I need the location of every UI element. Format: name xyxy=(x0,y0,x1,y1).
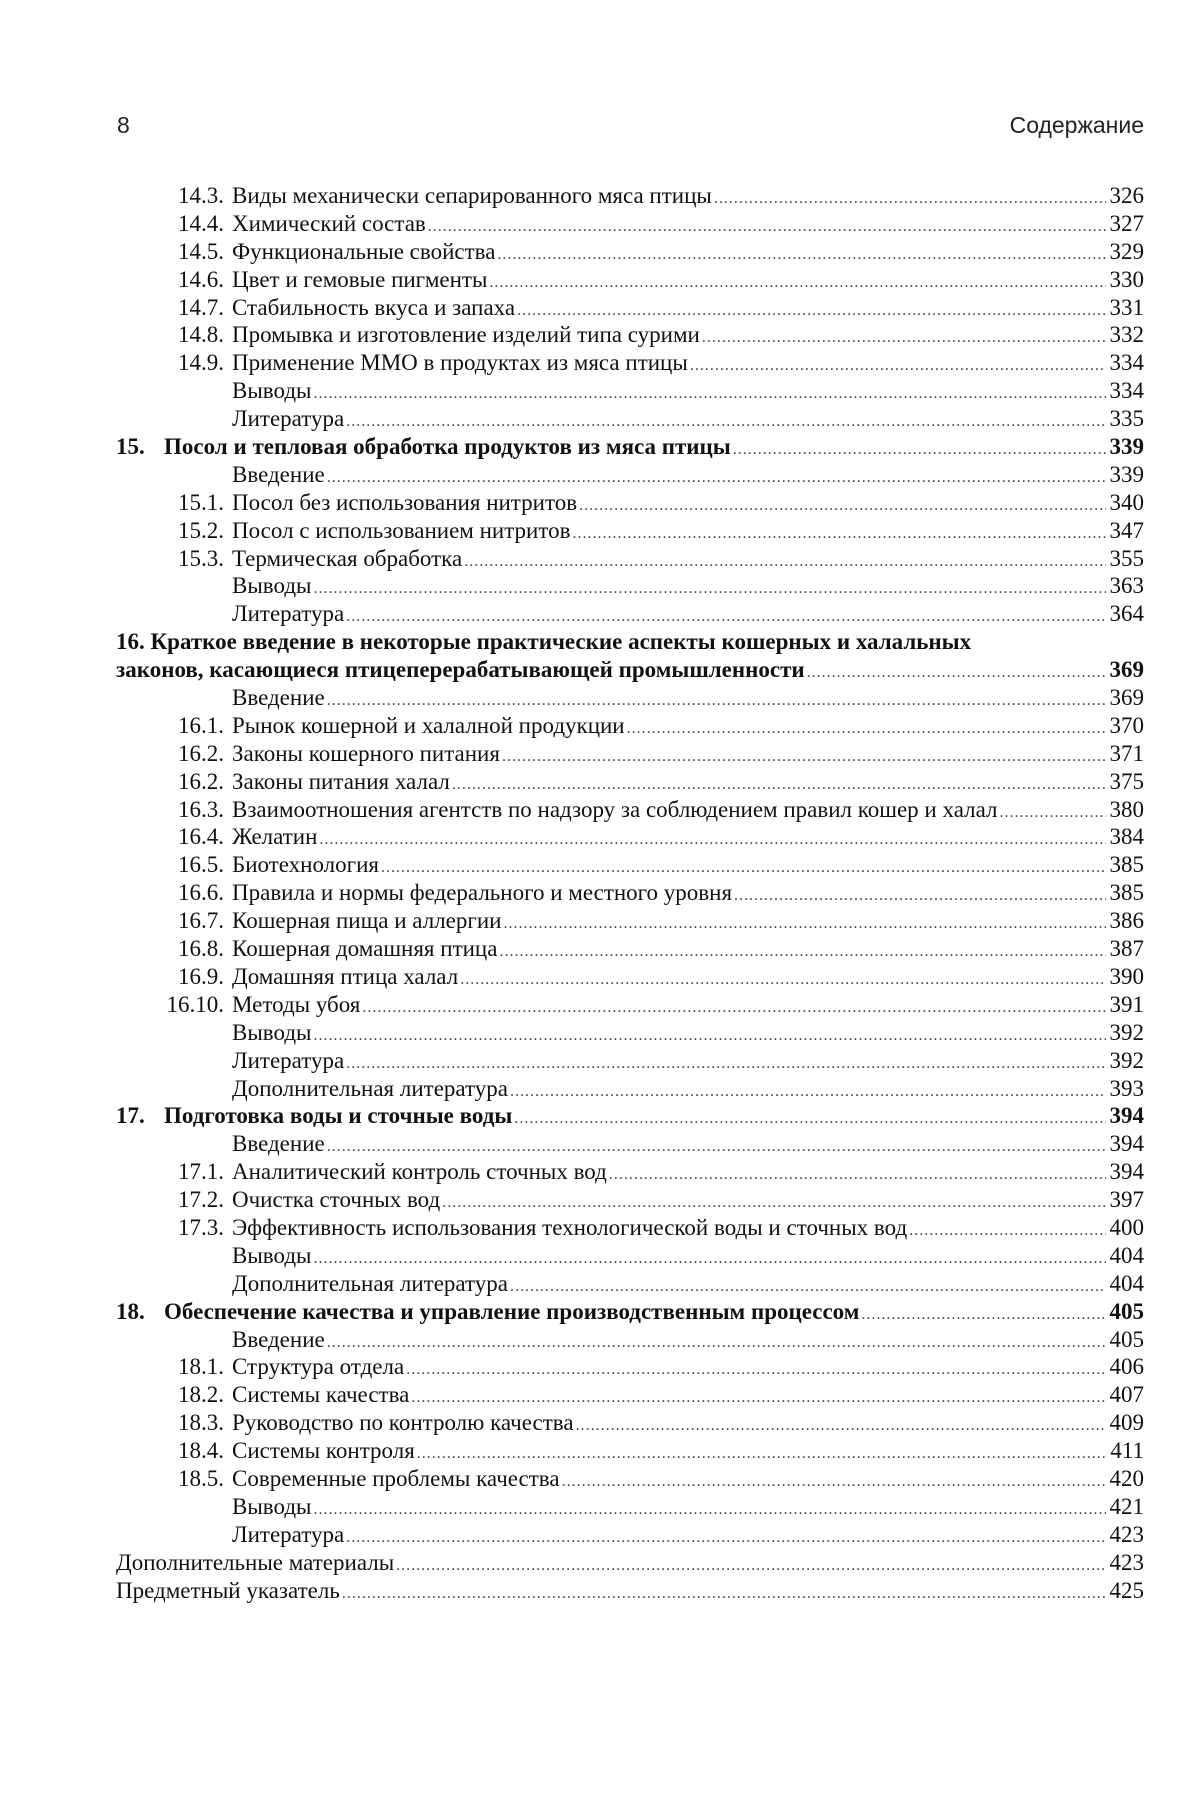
dot-leader xyxy=(460,966,1106,994)
toc-entry-title: Дополнительная литература xyxy=(232,1270,508,1296)
toc-entry-number: 17.2. xyxy=(178,1187,224,1213)
toc-entry xyxy=(116,684,1144,712)
toc-chapter-number: 15. xyxy=(116,434,145,460)
toc-entry xyxy=(116,768,1144,796)
toc-chapter-page: 394 xyxy=(1109,1103,1144,1129)
toc-entry xyxy=(116,935,1144,963)
toc-entry-number: 14.8. xyxy=(178,322,224,348)
toc-entry-title: Применение ММО в продуктах из мяса птицы xyxy=(232,350,688,376)
toc-entry-number: 16.2. xyxy=(178,740,224,766)
toc-chapter xyxy=(116,1298,1144,1326)
toc-entry-title: Цвет и гемовые пигменты xyxy=(232,266,488,292)
toc-entry-title: Введение xyxy=(232,685,325,711)
dot-leader xyxy=(807,659,1106,687)
toc-chapter xyxy=(116,433,1144,461)
dot-leader xyxy=(381,854,1106,882)
toc-entry-page: 384 xyxy=(1109,824,1144,850)
toc-entry xyxy=(116,907,1144,935)
toc-entry-page: 355 xyxy=(1109,545,1144,571)
toc-entry xyxy=(116,321,1144,349)
toc-entry-page: 334 xyxy=(1109,350,1144,376)
dot-leader xyxy=(690,352,1106,380)
toc-entry-title: Аналитический контроль сточных вод xyxy=(232,1159,607,1185)
running-title: Содержание xyxy=(1009,112,1144,138)
toc-entry-title: Законы кошерного питания xyxy=(232,740,500,766)
dot-leader xyxy=(314,1022,1107,1050)
toc-entry-page: 380 xyxy=(1109,796,1144,822)
page-header xyxy=(117,112,1144,146)
toc-entry-page: 394 xyxy=(1109,1159,1144,1185)
toc-entry-page: 332 xyxy=(1109,322,1144,348)
toc-entry xyxy=(116,405,1144,433)
toc-chapter-title: Обеспечение качества и управление производственным процессом xyxy=(164,1298,860,1324)
toc-entry-page: 385 xyxy=(1109,880,1144,906)
toc-chapter xyxy=(116,656,1144,684)
toc-entry xyxy=(116,1465,1144,1493)
dot-leader xyxy=(702,324,1106,352)
dot-leader xyxy=(314,1496,1107,1524)
toc-entry-title: Введение xyxy=(232,1131,325,1157)
toc-entry-title: Желатин xyxy=(232,824,318,850)
toc-entry xyxy=(116,294,1144,322)
toc-entry-number: 14.6. xyxy=(178,266,224,292)
dot-leader xyxy=(319,826,1106,854)
toc-entry-number: 18.4. xyxy=(178,1438,224,1464)
toc-entry-title: Биотехнология xyxy=(232,852,379,878)
toc-entry-page: 406 xyxy=(1109,1354,1144,1380)
dot-leader xyxy=(442,1189,1106,1217)
toc-entry-page: 385 xyxy=(1109,852,1144,878)
toc-entry xyxy=(116,1186,1144,1214)
toc-entry xyxy=(116,489,1144,517)
toc-entry-page: 409 xyxy=(1109,1410,1144,1436)
toc-entry-number: 16.10. xyxy=(166,991,224,1017)
toc-entry-title: Домашняя птица халал xyxy=(232,963,459,989)
toc-entry-title: Выводы xyxy=(232,1493,312,1519)
toc-entry xyxy=(116,1270,1144,1298)
toc-entry-title: Введение xyxy=(232,1326,325,1352)
dot-leader xyxy=(342,1580,1106,1608)
toc-entry-title: Выводы xyxy=(232,573,312,599)
toc-entry-title: Руководство по контролю качества xyxy=(232,1410,574,1436)
toc-entry xyxy=(116,879,1144,907)
toc-entry-number: 18.5. xyxy=(178,1465,224,1491)
dot-leader xyxy=(499,938,1106,966)
toc-entry-page: 335 xyxy=(1109,406,1144,432)
toc-entry-number: 16.4. xyxy=(178,824,224,850)
toc-chapter-title: законов, касающиеся птицеперерабатывающей промышленности xyxy=(116,657,805,683)
toc-entry-number: 16.3. xyxy=(178,796,224,822)
toc-entry-page: 391 xyxy=(1109,991,1144,1017)
dot-leader xyxy=(489,269,1106,297)
toc-entry xyxy=(116,1075,1144,1103)
toc-entry-title: Правила и нормы федерального и местного уровня xyxy=(232,880,733,906)
toc-entry-page: 393 xyxy=(1109,1075,1144,1101)
toc-entry-number: 16.1. xyxy=(178,712,224,738)
toc-entry-title: Посол с использованием нитритов xyxy=(232,517,571,543)
toc-entry-page: 370 xyxy=(1109,712,1144,738)
toc-entry xyxy=(116,1047,1144,1075)
toc-entry xyxy=(116,238,1144,266)
toc-entry xyxy=(116,266,1144,294)
toc-entry-title: Рынок кошерной и халалной продукции xyxy=(232,712,625,738)
toc-entry xyxy=(116,1521,1144,1549)
toc-entry xyxy=(116,1437,1144,1465)
dot-leader xyxy=(314,380,1107,408)
dot-leader xyxy=(517,297,1106,325)
toc-entry-title: Функциональные свойства xyxy=(232,238,496,264)
dot-leader xyxy=(327,464,1106,492)
toc-entry-number: 18.1. xyxy=(178,1354,224,1380)
toc-entry xyxy=(116,1353,1144,1381)
toc-entry-title: Очистка сточных вод xyxy=(232,1187,441,1213)
toc-entry-number: 16.7. xyxy=(178,908,224,934)
dot-leader xyxy=(411,1384,1106,1412)
toc-entry xyxy=(116,1214,1144,1242)
toc-entry xyxy=(116,963,1144,991)
toc-entry xyxy=(116,210,1144,238)
toc-entry-title: Системы качества xyxy=(232,1382,410,1408)
toc-entry-page: 326 xyxy=(1109,183,1144,208)
dot-leader xyxy=(406,1356,1106,1384)
toc-entry-page: 387 xyxy=(1109,936,1144,962)
toc-entry-page: 392 xyxy=(1109,1019,1144,1045)
dot-leader xyxy=(576,1412,1106,1440)
toc-entry-number: 15.3. xyxy=(178,545,224,571)
dot-leader xyxy=(346,408,1106,436)
dot-leader xyxy=(464,548,1106,576)
toc-entry xyxy=(116,1493,1144,1521)
toc-entry-number: 17.1. xyxy=(178,1159,224,1185)
toc-entry-number: 18.3. xyxy=(178,1410,224,1436)
toc-entry-page: 339 xyxy=(1109,461,1144,487)
toc-entry-page: 423 xyxy=(1109,1549,1144,1575)
toc-entry-page: 404 xyxy=(1109,1270,1144,1296)
toc-entry-number: 14.9. xyxy=(178,350,224,376)
table-of-contents xyxy=(116,182,1144,1604)
dot-leader xyxy=(428,213,1106,241)
toc-entry-title: Выводы xyxy=(232,1242,312,1268)
dot-leader xyxy=(346,1050,1106,1078)
toc-chapter-page: 339 xyxy=(1109,434,1144,460)
dot-leader xyxy=(497,241,1106,269)
toc-entry-title: Введение xyxy=(232,461,325,487)
toc-entry-page: 327 xyxy=(1109,210,1144,236)
dot-leader xyxy=(609,1161,1106,1189)
toc-entry-number: 16.9. xyxy=(178,963,224,989)
dot-leader xyxy=(562,1468,1106,1496)
toc-entry-page: 405 xyxy=(1109,1326,1144,1352)
toc-entry-number: 17.3. xyxy=(178,1214,224,1240)
toc-entry xyxy=(116,517,1144,545)
toc-chapter-number: 16. xyxy=(116,629,145,655)
toc-entry-title: Посол без использования нитритов xyxy=(232,489,578,515)
toc-entry-page: 340 xyxy=(1109,489,1144,515)
toc-entry-page: 423 xyxy=(1109,1521,1144,1547)
toc-entry xyxy=(116,377,1144,405)
toc-entry-title: Виды механически сепарированного мяса птицы xyxy=(232,183,712,208)
toc-entry-page: 394 xyxy=(1109,1131,1144,1157)
dot-leader xyxy=(733,436,1106,464)
toc-entry-number: 16.8. xyxy=(178,936,224,962)
toc-entry-page: 364 xyxy=(1109,601,1144,627)
toc-entry xyxy=(116,823,1144,851)
toc-entry xyxy=(116,740,1144,768)
toc-entry-page: 371 xyxy=(1109,740,1144,766)
toc-entry-page: 400 xyxy=(1109,1214,1144,1240)
dot-leader xyxy=(327,1133,1106,1161)
toc-entry-page: 420 xyxy=(1109,1465,1144,1491)
toc-entry-number: 14.7. xyxy=(178,294,224,320)
toc-entry xyxy=(116,461,1144,489)
toc-entry-title: Литература xyxy=(232,1047,345,1073)
toc-entry-page: 407 xyxy=(1109,1382,1144,1408)
dot-leader xyxy=(510,1078,1106,1106)
toc-entry xyxy=(116,572,1144,600)
toc-entry-page: 363 xyxy=(1109,573,1144,599)
dot-leader xyxy=(627,715,1106,743)
dot-leader xyxy=(314,575,1107,603)
dot-leader xyxy=(861,1301,1106,1329)
toc-entry-title: Эффективность использования технологической воды и сточных вод xyxy=(232,1214,908,1240)
toc-entry xyxy=(116,796,1144,824)
toc-entry-title: Выводы xyxy=(232,1019,312,1045)
toc-entry xyxy=(116,1242,1144,1270)
dot-leader xyxy=(314,1245,1107,1273)
toc-chapter-number: 18. xyxy=(116,1298,145,1324)
toc-entry-number: 16.5. xyxy=(178,852,224,878)
toc-entry-title: Выводы xyxy=(232,378,312,404)
toc-chapter-page: 405 xyxy=(1109,1298,1144,1324)
toc-chapter-title: Посол и тепловая обработка продуктов из мяса птицы xyxy=(164,434,731,460)
toc-entry xyxy=(116,1549,1144,1577)
dot-leader xyxy=(503,910,1106,938)
toc-entry xyxy=(116,600,1144,628)
toc-chapter-page: 369 xyxy=(1109,657,1144,683)
dot-leader xyxy=(734,882,1106,910)
toc-entry-number: 14.5. xyxy=(178,238,224,264)
toc-entry-page: 421 xyxy=(1109,1493,1144,1519)
dot-leader xyxy=(714,185,1106,213)
dot-leader xyxy=(417,1440,1106,1468)
toc-chapter-first-line xyxy=(116,628,1144,656)
toc-entry-title: Литература xyxy=(232,601,345,627)
toc-entry-page: 347 xyxy=(1109,517,1144,543)
toc-entry-title: Кошерная пища и аллергии xyxy=(232,908,502,934)
toc-chapter xyxy=(116,1102,1144,1130)
toc-entry-title: Взаимоотношения агентств по надзору за соблюдением правил кошер и халал xyxy=(232,796,998,822)
toc-entry xyxy=(116,1326,1144,1354)
toc-entry xyxy=(116,991,1144,1019)
page-number: 8 xyxy=(117,112,130,138)
toc-entry-title: Химический состав xyxy=(232,210,426,236)
toc-entry xyxy=(116,712,1144,740)
toc-entry-title: Литература xyxy=(232,1521,345,1547)
toc-entry-number: 15.1. xyxy=(178,489,224,515)
dot-leader xyxy=(909,1217,1106,1245)
toc-entry-title: Дополнительные материалы xyxy=(116,1549,395,1575)
toc-entry-number: 16.2. xyxy=(178,768,224,794)
dot-leader xyxy=(572,520,1106,548)
toc-entry-page: 331 xyxy=(1109,294,1144,320)
toc-entry-page: 397 xyxy=(1109,1187,1144,1213)
dot-leader xyxy=(452,771,1106,799)
dot-leader xyxy=(327,1329,1106,1357)
toc-entry xyxy=(116,349,1144,377)
toc-entry-title: Литература xyxy=(232,406,345,432)
toc-entry xyxy=(116,1158,1144,1186)
dot-leader xyxy=(514,1105,1106,1133)
dot-leader xyxy=(362,994,1106,1022)
dot-leader xyxy=(327,687,1106,715)
dot-leader xyxy=(396,1552,1106,1580)
dot-leader xyxy=(346,1524,1106,1552)
toc-entry xyxy=(116,1381,1144,1409)
toc-entry-page: 425 xyxy=(1109,1577,1144,1603)
toc-entry-title: Термическая обработка xyxy=(232,545,463,571)
toc-entry xyxy=(116,182,1144,210)
toc-entry-page: 330 xyxy=(1109,266,1144,292)
toc-entry-page: 404 xyxy=(1109,1242,1144,1268)
dot-leader xyxy=(999,799,1106,827)
toc-entry-page: 329 xyxy=(1109,238,1144,264)
toc-chapter-title-line1: Краткое введение в некоторые практические аспекты кошерных и халальных xyxy=(150,629,972,655)
toc-entry xyxy=(116,1409,1144,1437)
toc-entry xyxy=(116,1577,1144,1605)
dot-leader xyxy=(346,603,1106,631)
dot-leader xyxy=(510,1273,1106,1301)
toc-entry-title: Методы убоя xyxy=(232,991,361,1017)
toc-entry-title: Структура отдела xyxy=(232,1354,405,1380)
toc-entry-page: 392 xyxy=(1109,1047,1144,1073)
toc-entry-number: 16.6. xyxy=(178,880,224,906)
toc-entry-title: Системы контроля xyxy=(232,1438,415,1464)
toc-entry-number: 14.4. xyxy=(178,210,224,236)
toc-entry-page: 375 xyxy=(1109,768,1144,794)
toc-chapter-title: Подготовка воды и сточные воды xyxy=(164,1103,513,1129)
toc-entry-page: 411 xyxy=(1110,1438,1144,1464)
toc-entry-page: 334 xyxy=(1109,378,1144,404)
toc-entry-page: 369 xyxy=(1109,685,1144,711)
toc-entry-title: Законы питания халал xyxy=(232,768,450,794)
toc-chapter-number: 17. xyxy=(116,1103,145,1129)
toc-entry xyxy=(116,545,1144,573)
toc-entry xyxy=(116,1130,1144,1158)
toc-entry-title: Современные проблемы качества xyxy=(232,1465,560,1491)
dot-leader xyxy=(502,743,1106,771)
toc-entry-title: Стабильность вкуса и запаха xyxy=(232,294,516,320)
toc-entry xyxy=(116,851,1144,879)
toc-entry-title: Промывка и изготовление изделий типа сурими xyxy=(232,322,700,348)
toc-entry-title: Дополнительная литература xyxy=(232,1075,508,1101)
dot-leader xyxy=(579,492,1106,520)
toc-entry-title: Кошерная домашняя птица xyxy=(232,936,498,962)
toc-entry-title: Предметный указатель xyxy=(116,1577,340,1603)
toc-entry xyxy=(116,1019,1144,1047)
toc-entry-number: 18.2. xyxy=(178,1382,224,1408)
toc-entry-number: 14.3. xyxy=(178,183,224,208)
toc-entry-number: 15.2. xyxy=(178,517,224,543)
toc-entry-page: 390 xyxy=(1109,963,1144,989)
toc-entry-page: 386 xyxy=(1109,908,1144,934)
